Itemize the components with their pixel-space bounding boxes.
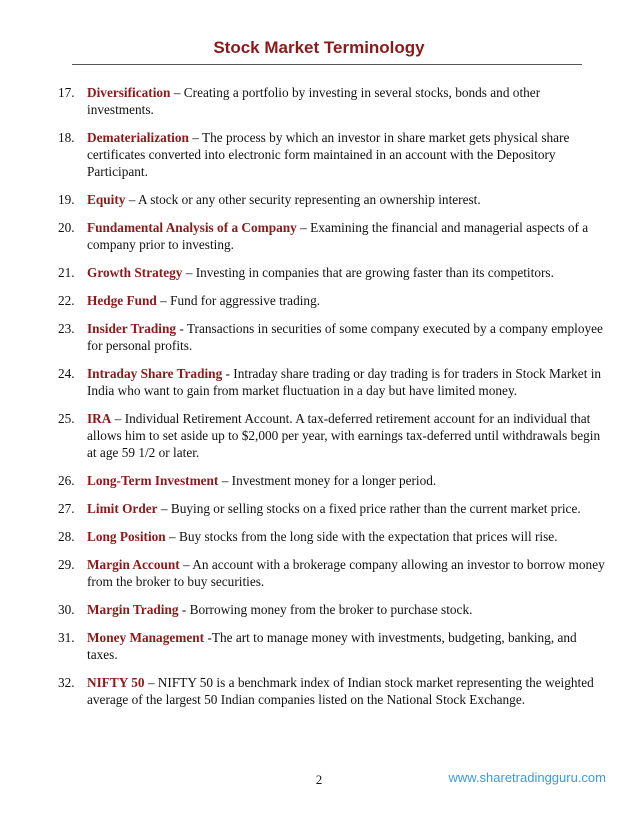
page-title: Stock Market Terminology xyxy=(213,38,425,57)
term-name: Long Position xyxy=(87,529,166,544)
title-divider xyxy=(72,64,582,65)
term-item xyxy=(58,219,610,253)
term-definition: Investment money for a longer period. xyxy=(231,473,437,488)
term-item xyxy=(58,292,610,309)
term-number: 18. xyxy=(58,130,75,145)
term-separator: – xyxy=(111,411,125,426)
term-item xyxy=(58,500,610,517)
term-item xyxy=(58,264,610,281)
term-number: 19. xyxy=(58,192,75,207)
term-definition: Creating a portfolio by investing in several stocks, bonds and other investments. xyxy=(87,85,541,117)
term-separator: – xyxy=(157,501,171,516)
term-number: 30. xyxy=(58,602,75,617)
term-name: Margin Account xyxy=(87,557,180,572)
term-item xyxy=(58,674,610,708)
term-name: Growth Strategy xyxy=(87,265,183,280)
term-definition: Intraday share trading or day trading is for traders in Stock Market in India who want to gain from market fluctuation in a day but have limited money. xyxy=(87,366,602,398)
website-link[interactable]: www.sharetradingguru.com xyxy=(448,770,606,785)
term-name: Equity xyxy=(87,192,126,207)
term-number: 31. xyxy=(58,630,75,645)
term-item xyxy=(58,629,610,663)
term-definition: Examining the financial and managerial aspects of a company prior to investing. xyxy=(87,220,589,252)
term-separator: – xyxy=(218,473,232,488)
term-name: Fundamental Analysis of a Company xyxy=(87,220,297,235)
term-separator: - xyxy=(176,321,187,336)
term-separator: - xyxy=(178,602,190,617)
term-definition: The process by which an investor in share market gets physical share certificates converted into electronic form maintained in an account with the Depository Participant. xyxy=(87,130,570,179)
term-item xyxy=(58,601,610,618)
term-item xyxy=(58,410,610,461)
term-number: 26. xyxy=(58,473,75,488)
term-item xyxy=(58,472,610,489)
term-item xyxy=(58,320,610,354)
term-number: 23. xyxy=(58,321,75,336)
term-name: IRA xyxy=(87,411,112,426)
term-number: 32. xyxy=(58,675,75,690)
term-definition: Buy stocks from the long side with the expectation that prices will rise. xyxy=(179,529,558,544)
terms-list xyxy=(58,84,610,719)
term-name: Margin Trading xyxy=(87,602,179,617)
term-item xyxy=(58,129,610,180)
term-number: 20. xyxy=(58,220,75,235)
term-separator: – xyxy=(165,529,179,544)
term-item xyxy=(58,191,610,208)
term-separator: - xyxy=(222,366,234,381)
term-definition: An account with a brokerage company allowing an investor to borrow money from the broker to buy securities. xyxy=(87,557,605,589)
term-item xyxy=(58,84,610,118)
term-number: 17. xyxy=(58,85,75,100)
term-definition: Investing in companies that are growing faster than its competitors. xyxy=(195,265,554,280)
term-name: NIFTY 50 xyxy=(87,675,145,690)
term-definition: A stock or any other security representing an ownership interest. xyxy=(138,192,481,207)
term-name: Money Management xyxy=(87,630,205,645)
term-definition: NIFTY 50 is a benchmark index of Indian stock market representing the weighted average of the largest 50 Indian companies listed on the National Stock Exchange. xyxy=(87,675,594,707)
term-item xyxy=(58,556,610,590)
term-definition: The art to manage money with investments, budgeting, banking, and taxes. xyxy=(87,630,577,662)
term-number: 22. xyxy=(58,293,75,308)
term-number: 27. xyxy=(58,501,75,516)
term-name: Dematerialization xyxy=(87,130,189,145)
term-item xyxy=(58,365,610,399)
term-separator: – xyxy=(144,675,158,690)
term-definition: Borrowing money from the broker to purchase stock. xyxy=(189,602,473,617)
term-definition: Fund for aggressive trading. xyxy=(170,293,321,308)
term-name: Long-Term Investment xyxy=(87,473,219,488)
term-separator: - xyxy=(204,630,212,645)
term-name: Insider Trading xyxy=(87,321,177,336)
term-separator: – xyxy=(170,85,184,100)
term-definition: Transactions in securities of some company executed by a company employee for personal profits. xyxy=(87,321,603,353)
term-number: 28. xyxy=(58,529,75,544)
term-separator: – xyxy=(156,293,171,308)
term-separator: – xyxy=(182,265,196,280)
term-name: Intraday Share Trading xyxy=(87,366,223,381)
term-definition: Individual Retirement Account. A tax-deferred retirement account for an individual that allows him to set aside up to $2,000 per year, with earnings tax-deferred until withdrawals begin at age 59 1/2 or later. xyxy=(87,411,601,460)
term-number: 24. xyxy=(58,366,75,381)
term-number: 29. xyxy=(58,557,75,572)
term-name: Hedge Fund xyxy=(87,293,157,308)
term-name: Limit Order xyxy=(87,501,158,516)
term-separator: – xyxy=(188,130,202,145)
term-name: Diversification xyxy=(87,85,171,100)
term-number: 25. xyxy=(58,411,75,426)
term-separator: – xyxy=(179,557,193,572)
term-item xyxy=(58,528,610,545)
term-separator: – xyxy=(296,220,311,235)
term-number: 21. xyxy=(58,265,75,280)
term-separator: – xyxy=(125,192,139,207)
page-number: 2 xyxy=(315,772,323,787)
term-definition: Buying or selling stocks on a fixed price rather than the current market price. xyxy=(170,501,581,516)
